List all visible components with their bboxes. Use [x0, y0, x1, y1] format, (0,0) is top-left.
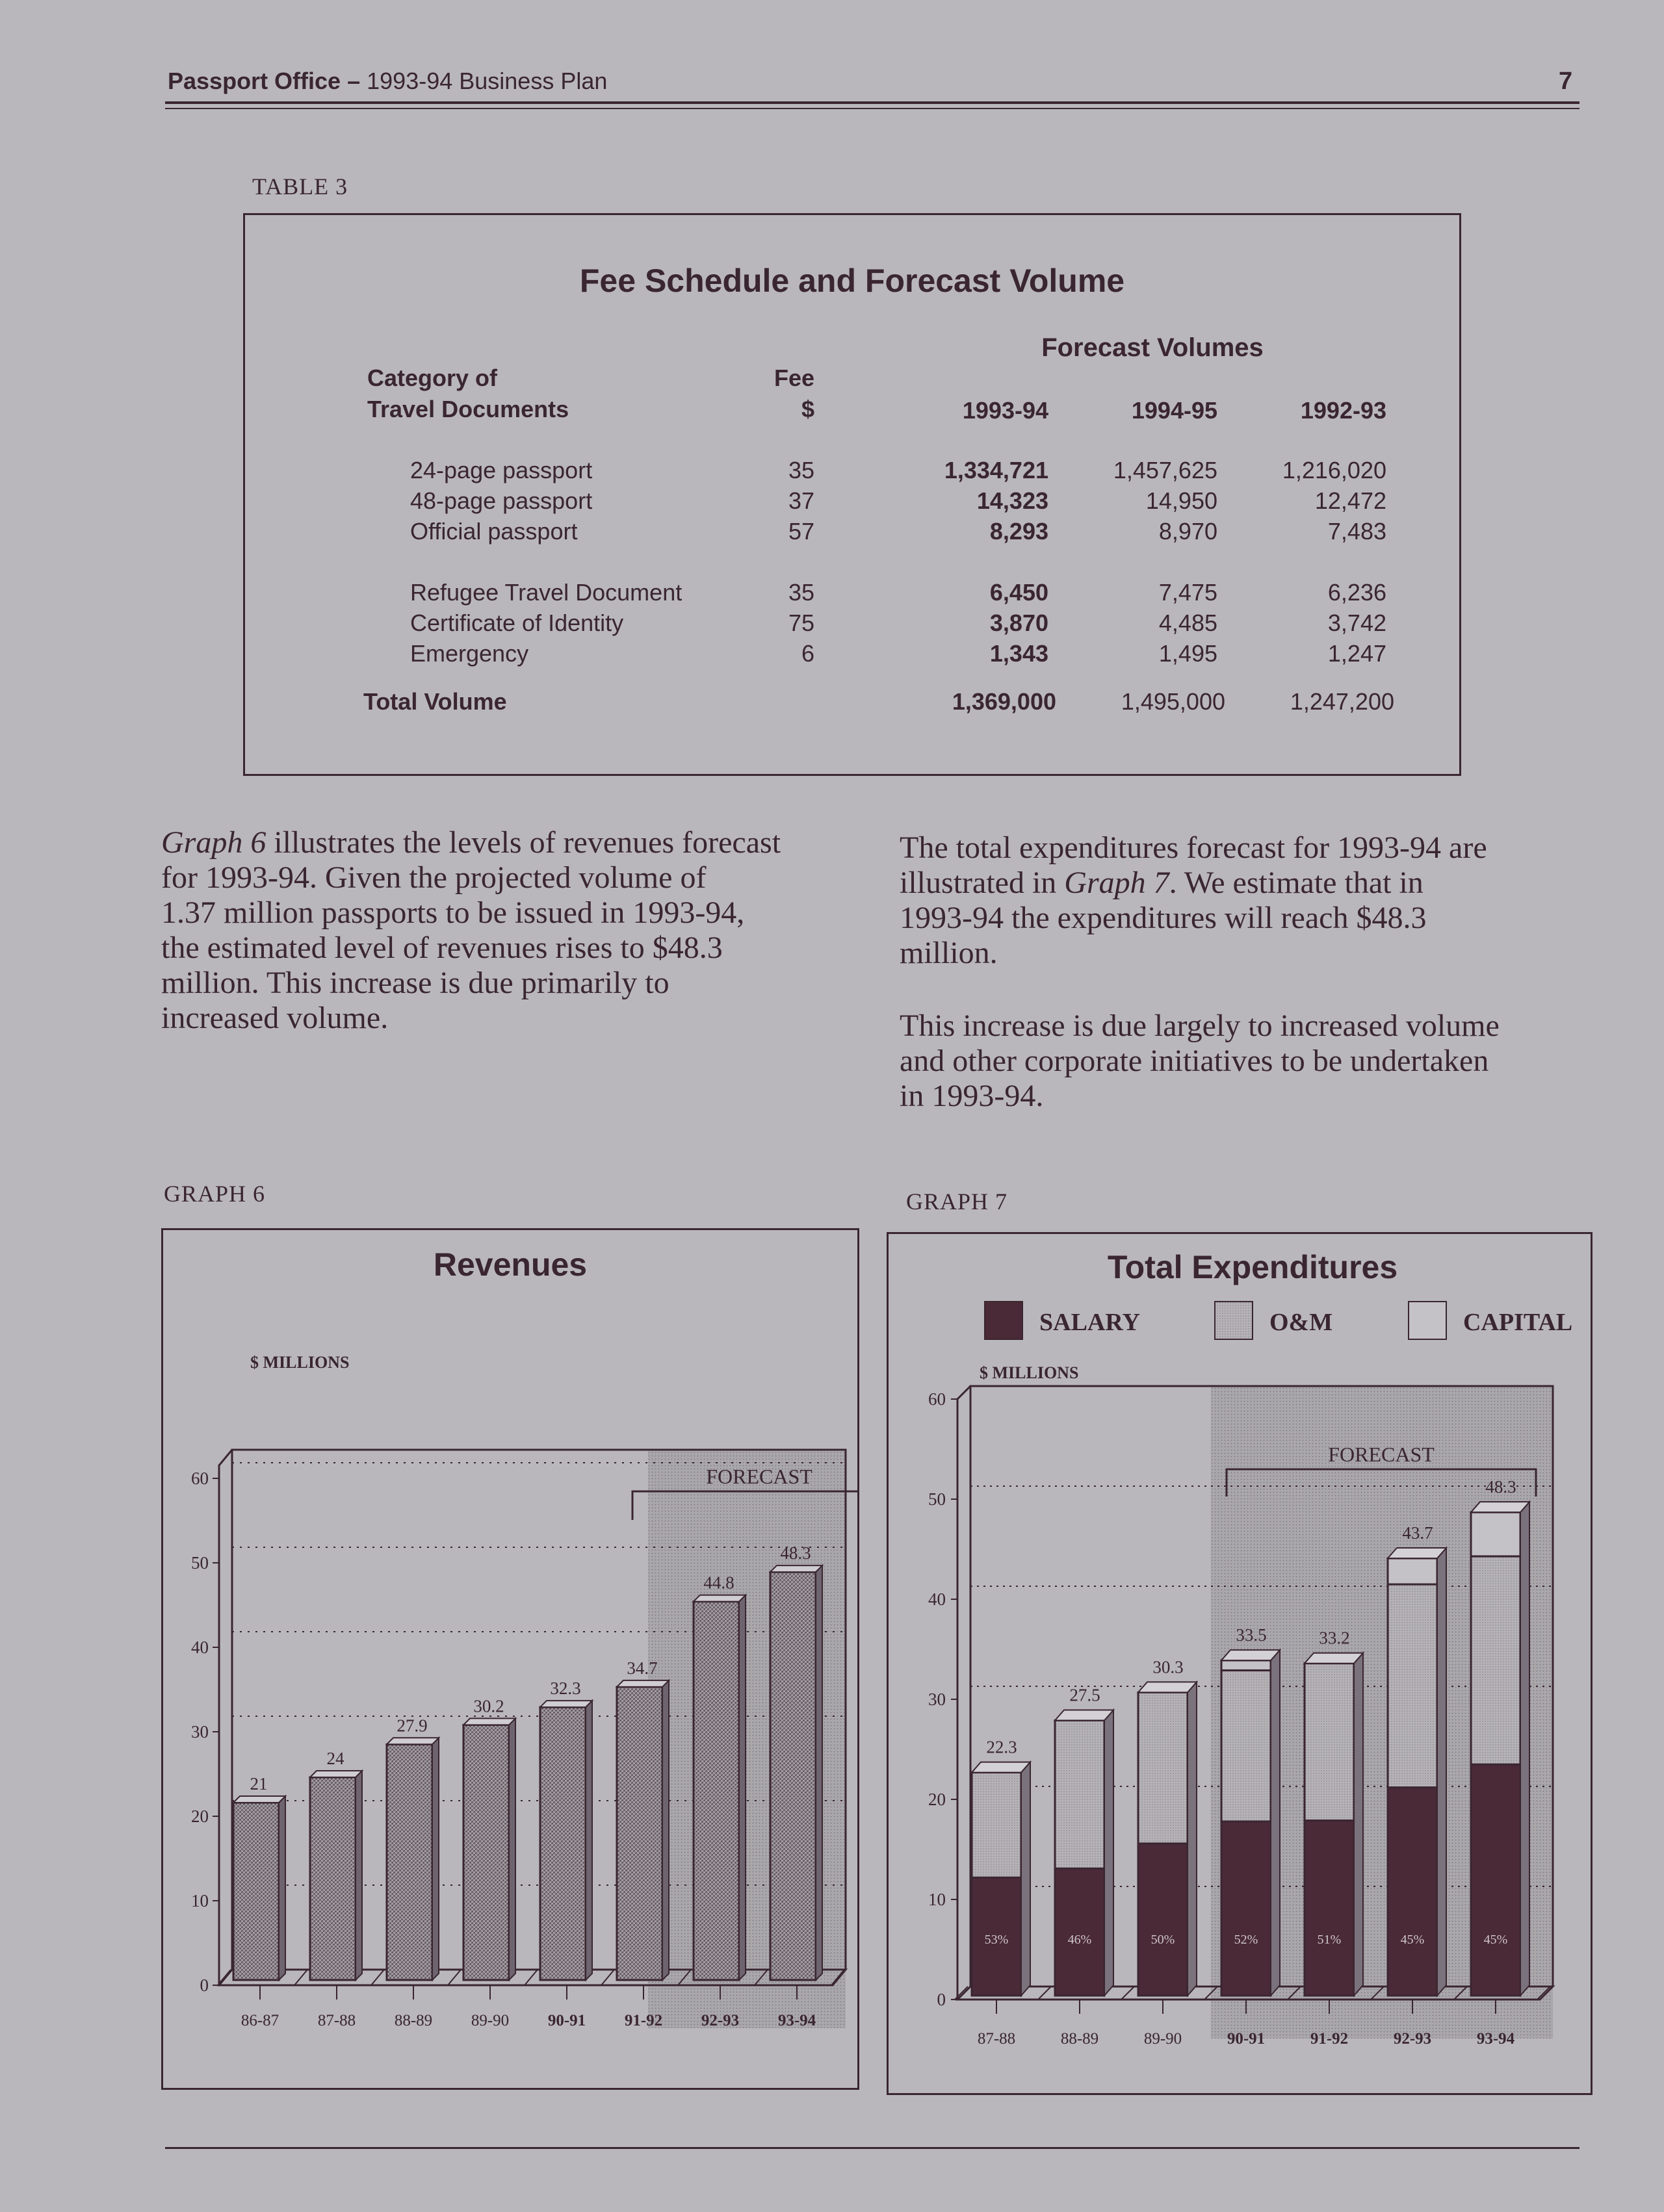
text-line: for 1993-94. Given the projected volume of: [161, 860, 707, 895]
legend-swatch: [1215, 1302, 1253, 1339]
bar-segment-salary: [1388, 1788, 1437, 1996]
bar-segment-om: [1221, 1671, 1271, 1822]
bar-side: [1271, 1650, 1280, 1996]
forecast-volumes-header: Forecast Volumes: [1041, 333, 1264, 362]
legend-label: O&M: [1269, 1309, 1333, 1336]
table-title: Fee Schedule and Forecast Volume: [579, 263, 1125, 299]
bar-side: [739, 1595, 746, 1980]
chart-legend: [985, 1302, 1572, 1339]
row-category: 24-page passport: [410, 457, 593, 483]
footer-rule: [165, 2147, 1580, 2149]
text-line: 1.37 million passports to be issued in 1993-94,: [161, 895, 745, 930]
fee-header-line2: $: [801, 396, 814, 422]
bar-side: [432, 1738, 439, 1980]
row-volume-1994-95: 7,475: [1158, 579, 1217, 606]
bar-front: [463, 1725, 509, 1980]
text-line: million.: [900, 936, 998, 970]
bar-segment-om: [1388, 1584, 1437, 1788]
body-text-right: [900, 830, 1615, 1114]
data-label: 32.3: [550, 1678, 581, 1699]
text-line: million. This increase is due primarily to: [161, 966, 670, 1000]
text-line: illustrated in: [900, 866, 1065, 900]
x-tick-label: 90-91: [547, 2012, 586, 2029]
bar: [387, 1738, 439, 1980]
bar-front: [617, 1687, 662, 1980]
salary-percent-label: 52%: [1234, 1933, 1258, 1947]
text-line: in 1993-94.: [900, 1079, 1044, 1113]
graph6-box: [161, 1228, 859, 2090]
bar-top: [694, 1595, 746, 1602]
salary-percent-label: 51%: [1317, 1933, 1342, 1947]
header-rule-bottom: [165, 108, 1580, 109]
bar-side: [1104, 1710, 1113, 1996]
fee-header-line1: Fee: [774, 365, 814, 391]
bar-front: [540, 1707, 586, 1980]
row-volume-1994-95: 14,950: [1145, 487, 1217, 514]
bar-segment-om: [1138, 1692, 1188, 1844]
y-axis-label: $ MILLIONS: [980, 1363, 1079, 1382]
x-tick-label: 89-90: [1143, 2030, 1182, 2048]
y-tick-label: 10: [928, 1890, 946, 1909]
row-category: Certificate of Identity: [410, 610, 624, 636]
salary-percent-label: 46%: [1067, 1933, 1092, 1947]
data-label: 30.2: [473, 1696, 504, 1716]
y-tick-label: 50: [928, 1489, 946, 1509]
y-tick-label: 40: [191, 1638, 209, 1657]
row-volume-1994-95: 4,485: [1158, 610, 1217, 636]
row-category: 48-page passport: [410, 487, 593, 514]
row-volume-1992-93: 3,742: [1327, 610, 1386, 636]
bar-side: [1437, 1548, 1446, 1996]
floor-divider: [525, 1970, 538, 1985]
x-tick-label: 87-88: [317, 2012, 356, 2029]
bar-side: [1188, 1682, 1197, 1996]
bar-top: [1221, 1650, 1280, 1660]
plot-side-wall: [957, 1386, 970, 2000]
row-volume-1993-94: 14,323: [976, 487, 1048, 514]
salary-percent-label: 45%: [1483, 1933, 1508, 1947]
row-volume-1992-93: 12,472: [1314, 487, 1386, 514]
table-label: TABLE 3: [252, 174, 348, 199]
body-text-left: [161, 825, 857, 1036]
bar-side: [509, 1718, 515, 1980]
row-volume-1992-93: 6,236: [1327, 579, 1386, 606]
bar-top: [972, 1762, 1030, 1773]
x-tick-label: 88-89: [1060, 2030, 1099, 2048]
bar-segment-salary: [1138, 1844, 1188, 1996]
bar-top: [387, 1738, 439, 1744]
plot-side-wall: [219, 1450, 232, 1985]
stacked-bar: [1471, 1502, 1529, 1996]
data-label: 22.3: [986, 1737, 1017, 1757]
row-fee: 75: [788, 610, 814, 636]
y-tick-label: 10: [191, 1891, 209, 1910]
x-tick-label: 90-91: [1227, 2030, 1266, 2048]
bar-segment-salary: [1471, 1764, 1520, 1996]
y-tick-label: 30: [928, 1690, 946, 1709]
category-header-line1: Category of: [367, 365, 498, 391]
bar-side: [662, 1680, 669, 1980]
text-line: This increase is due largely to increased volume: [900, 1009, 1500, 1043]
row-category: Official passport: [410, 518, 578, 545]
bar-top: [617, 1680, 669, 1687]
y-tick-label: 40: [928, 1589, 946, 1609]
bar-top: [770, 1565, 822, 1572]
data-label: 30.3: [1152, 1657, 1184, 1677]
row-fee: 37: [788, 487, 814, 514]
row-volume-1993-94: 3,870: [989, 610, 1048, 636]
bar-segment-om: [1055, 1721, 1104, 1869]
row-volume-1992-93: 1,247: [1327, 640, 1386, 667]
floor-divider: [448, 1970, 461, 1985]
header-title-bold: Passport Office –: [168, 68, 361, 94]
row-volume-1993-94: 1,334,721: [944, 457, 1048, 483]
chart-title: Total Expenditures: [1107, 1249, 1398, 1285]
row-category: Emergency: [410, 640, 529, 667]
bar: [617, 1680, 669, 1980]
x-tick-label: 86-87: [240, 2012, 280, 2029]
x-tick-label: 91-92: [1310, 2030, 1349, 2048]
bar-side: [279, 1796, 285, 1980]
row-volume-1993-94: 8,293: [989, 518, 1048, 545]
year-header-2: 1994-95: [1131, 397, 1217, 424]
y-tick-label: 60: [191, 1469, 209, 1488]
bar: [463, 1718, 515, 1980]
bar: [233, 1796, 285, 1980]
total-1992-93: 1,247,200: [1290, 688, 1394, 715]
y-tick-label: 0: [937, 1990, 946, 2009]
graph7-label: GRAPH 7: [906, 1189, 1008, 1215]
bar-segment-om: [1305, 1664, 1354, 1821]
text-line: . We estimate that in: [1169, 866, 1424, 900]
bar-side: [1021, 1762, 1030, 1996]
bar-top: [1138, 1682, 1197, 1692]
row-volume-1994-95: 1,457,625: [1113, 457, 1217, 483]
bar-top: [1305, 1653, 1363, 1664]
data-label: 34.7: [627, 1658, 658, 1678]
row-volume-1992-93: 7,483: [1327, 518, 1386, 545]
data-label: 33.5: [1236, 1625, 1267, 1645]
bar-top: [1388, 1548, 1446, 1558]
bar-front: [694, 1602, 739, 1980]
bar-top: [540, 1701, 592, 1707]
total-label: Total Volume: [363, 688, 507, 715]
bar-segment-om: [1471, 1556, 1520, 1764]
total-1994-95: 1,495,000: [1121, 688, 1225, 715]
graph6-label: GRAPH 6: [164, 1181, 266, 1207]
y-tick-label: 20: [928, 1790, 946, 1809]
chart-title: Revenues: [433, 1246, 588, 1283]
legend-swatch: [1409, 1302, 1446, 1339]
bar-top: [463, 1718, 515, 1725]
x-tick-label: 93-94: [1476, 2030, 1515, 2048]
header-title-rest: 1993-94 Business Plan: [367, 68, 608, 94]
row-fee: 6: [801, 640, 814, 667]
x-tick-label: 91-92: [624, 2012, 663, 2029]
x-tick-label: 93-94: [777, 2012, 816, 2029]
text-line: and other corporate initiatives to be undertaken: [900, 1044, 1489, 1078]
y-tick-label: 0: [200, 1975, 209, 1995]
data-label: 33.2: [1319, 1628, 1350, 1648]
row-fee: 57: [788, 518, 814, 545]
floor-divider: [601, 1970, 614, 1985]
legend-label: SALARY: [1039, 1309, 1140, 1336]
category-header-line2: Travel Documents: [367, 396, 569, 422]
running-header: [168, 68, 607, 95]
graph7-ref: Graph 7: [1064, 866, 1169, 900]
data-label: 48.3: [1485, 1477, 1516, 1497]
stacked-bar: [1138, 1682, 1197, 1996]
bar-top: [1471, 1502, 1529, 1512]
bar-front: [233, 1803, 279, 1980]
row-category: Refugee Travel Document: [410, 579, 682, 606]
graph7-box: [887, 1232, 1592, 2095]
bar-side: [586, 1701, 592, 1980]
row-volume-1993-94: 1,343: [989, 640, 1048, 667]
forecast-label: FORECAST: [706, 1465, 812, 1488]
data-label: 27.5: [1069, 1685, 1100, 1705]
salary-percent-label: 53%: [984, 1933, 1009, 1947]
fee-schedule-table: [243, 213, 1461, 776]
graph6-ref: Graph 6: [161, 825, 266, 860]
row-volume-1992-93: 1,216,020: [1282, 457, 1386, 483]
row-fee: 35: [788, 457, 814, 483]
text-line: increased volume.: [161, 1001, 389, 1035]
data-label: 21: [250, 1774, 268, 1794]
x-tick-label: 87-88: [977, 2030, 1016, 2048]
revenues-chart: [163, 1230, 857, 2088]
forecast-label: FORECAST: [1328, 1443, 1435, 1466]
row-volume-1994-95: 1,495: [1158, 640, 1217, 667]
total-1993-94: 1,369,000: [952, 688, 1056, 715]
data-label: 24: [326, 1749, 344, 1768]
x-tick-label: 88-89: [394, 2012, 433, 2029]
bar: [694, 1595, 746, 1980]
stacked-bar: [1388, 1548, 1446, 1996]
bar-front: [770, 1572, 816, 1980]
x-tick-label: 92-93: [1393, 2030, 1432, 2048]
data-label: 44.8: [703, 1573, 734, 1593]
legend-label: CAPITAL: [1463, 1309, 1573, 1336]
floor-divider: [371, 1970, 384, 1985]
bar-top: [1055, 1710, 1113, 1721]
floor-divider: [1121, 1987, 1134, 2000]
bar-top: [233, 1796, 285, 1803]
bar-segment-salary: [1221, 1821, 1271, 1996]
legend-swatch: [985, 1302, 1022, 1339]
y-tick-label: 30: [191, 1722, 209, 1742]
floor-divider: [294, 1970, 307, 1985]
y-tick-label: 50: [191, 1553, 209, 1573]
expenditures-chart: [889, 1234, 1591, 2093]
salary-percent-label: 50%: [1150, 1933, 1175, 1947]
x-tick-label: 92-93: [701, 2012, 740, 2029]
x-tick-label: 89-90: [471, 2012, 510, 2029]
y-tick-label: 60: [928, 1389, 946, 1409]
bar-segment-om: [972, 1773, 1021, 1878]
salary-percent-label: 45%: [1400, 1933, 1425, 1947]
row-fee: 35: [788, 579, 814, 606]
header-rule-top: [165, 101, 1580, 104]
text-line: The total expenditures forecast for 1993-94 are: [900, 830, 1487, 865]
row-volume-1993-94: 6,450: [989, 579, 1048, 606]
bar-front: [310, 1777, 356, 1980]
data-label: 27.9: [396, 1716, 428, 1736]
year-header-1: 1993-94: [962, 397, 1048, 424]
floor-divider: [1038, 1987, 1051, 2000]
bar-segment-capital: [1388, 1558, 1437, 1584]
text-line: the estimated level of revenues rises to $48.3: [161, 931, 723, 965]
stacked-bar: [1055, 1710, 1113, 1996]
y-axis-label: $ MILLIONS: [250, 1353, 350, 1372]
row-volume-1994-95: 8,970: [1158, 518, 1217, 545]
data-label: 48.3: [780, 1543, 811, 1563]
bar-top: [310, 1771, 362, 1777]
text-line: 1993-94 the expenditures will reach $48.3: [900, 901, 1427, 935]
bar-side: [356, 1771, 362, 1980]
bar: [770, 1565, 822, 1980]
bar-side: [816, 1565, 822, 1980]
bar: [540, 1701, 592, 1980]
bar-segment-salary: [1305, 1821, 1354, 1996]
bar-side: [1520, 1502, 1529, 1996]
bar: [310, 1771, 362, 1980]
page-number: 7: [1559, 68, 1573, 95]
text-line: illustrates the levels of revenues forecast: [266, 825, 781, 860]
year-header-3: 1992-93: [1300, 397, 1386, 424]
bar-segment-capital: [1221, 1660, 1271, 1670]
bar-side: [1354, 1653, 1363, 1996]
bar-segment-capital: [1471, 1512, 1520, 1556]
y-tick-label: 20: [191, 1807, 209, 1826]
stacked-bar: [972, 1762, 1030, 1996]
data-label: 43.7: [1402, 1523, 1433, 1543]
bar-front: [387, 1744, 432, 1980]
